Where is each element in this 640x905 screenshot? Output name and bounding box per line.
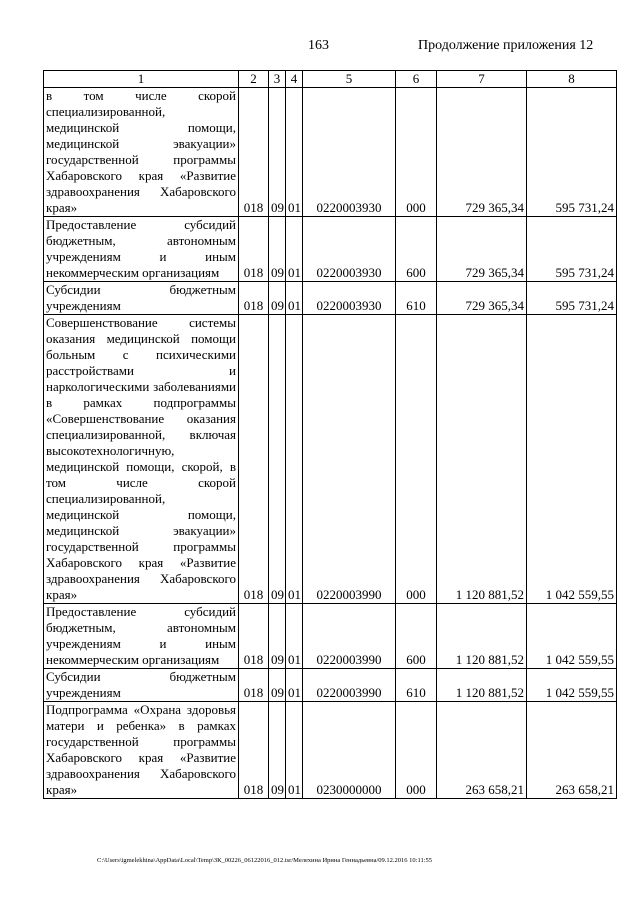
cell-subsection: 01 bbox=[286, 282, 303, 315]
cell-section: 09 bbox=[269, 604, 286, 669]
cell-subsection: 01 bbox=[286, 604, 303, 669]
continuation-caption: Продолжение приложения 12 bbox=[418, 38, 594, 53]
cell-amount-1: 1 120 881,52 bbox=[437, 315, 527, 604]
cell-section: 09 bbox=[269, 669, 286, 702]
table-row bbox=[44, 604, 617, 669]
document-footer-path: C:\Users\igmelekhina\AppData\Local\Temp\ЗК_00226_06122016_012.tsr/Мелехина Ирина Геннадьевна/09.12.2016 10:11:55 bbox=[97, 857, 433, 864]
cell-expense-type: 610 bbox=[396, 669, 437, 702]
column-header: 8 bbox=[527, 71, 617, 88]
cell-amount-1: 1 120 881,52 bbox=[437, 669, 527, 702]
cell-ministry-code: 018 bbox=[239, 282, 269, 315]
cell-target-article: 0220003930 bbox=[303, 88, 396, 217]
row-description: в том числе скорой специализированной, медицинской помощи, медицинской эвакуации» государственной программы Хабаровского края «Развитие здравоохранения Хабаровского края» bbox=[44, 88, 239, 217]
cell-target-article: 0230000000 bbox=[303, 702, 396, 799]
cell-target-article: 0220003930 bbox=[303, 282, 396, 315]
cell-ministry-code: 018 bbox=[239, 217, 269, 282]
cell-target-article: 0220003990 bbox=[303, 604, 396, 669]
table-row bbox=[44, 88, 617, 217]
cell-expense-type: 000 bbox=[396, 702, 437, 799]
cell-expense-type: 000 bbox=[396, 88, 437, 217]
column-header: 7 bbox=[437, 71, 527, 88]
cell-subsection: 01 bbox=[286, 315, 303, 604]
cell-amount-1: 729 365,34 bbox=[437, 282, 527, 315]
cell-target-article: 0220003990 bbox=[303, 669, 396, 702]
cell-amount-1: 729 365,34 bbox=[437, 217, 527, 282]
cell-ministry-code: 018 bbox=[239, 88, 269, 217]
column-header: 6 bbox=[396, 71, 437, 88]
cell-amount-2: 1 042 559,55 bbox=[527, 669, 617, 702]
cell-subsection: 01 bbox=[286, 702, 303, 799]
table-row bbox=[44, 282, 617, 315]
row-description: Предоставление субсидий бюджетным, автономным учреждениям и иным некоммерческим организациям bbox=[44, 217, 239, 282]
cell-amount-2: 263 658,21 bbox=[527, 702, 617, 799]
table-row bbox=[44, 669, 617, 702]
cell-amount-1: 263 658,21 bbox=[437, 702, 527, 799]
cell-expense-type: 600 bbox=[396, 604, 437, 669]
column-header: 3 bbox=[269, 71, 286, 88]
cell-section: 09 bbox=[269, 702, 286, 799]
cell-amount-2: 595 731,24 bbox=[527, 217, 617, 282]
cell-expense-type: 000 bbox=[396, 315, 437, 604]
cell-ministry-code: 018 bbox=[239, 604, 269, 669]
cell-amount-2: 1 042 559,55 bbox=[527, 604, 617, 669]
cell-section: 09 bbox=[269, 315, 286, 604]
cell-amount-1: 1 120 881,52 bbox=[437, 604, 527, 669]
column-header: 5 bbox=[303, 71, 396, 88]
row-description: Совершенствование системы оказания медицинской помощи больным с психическими расстройствами и наркологическими заболеваниями в рамках подпрограммы «Совершенствование оказания специализированной, включая высокотехнологичную, медицинской помощи, скорой, в том числе скорой специализированной, медицинской помощи, медицинской эвакуации» государственной программы Хабаровского края «Развитие здравоохранения Хабаровского края» bbox=[44, 315, 239, 604]
cell-amount-2: 595 731,24 bbox=[527, 282, 617, 315]
table-row bbox=[44, 315, 617, 604]
cell-expense-type: 600 bbox=[396, 217, 437, 282]
table-row bbox=[44, 702, 617, 799]
cell-section: 09 bbox=[269, 282, 286, 315]
column-header: 1 bbox=[44, 71, 239, 88]
column-header-row bbox=[44, 71, 617, 88]
cell-subsection: 01 bbox=[286, 88, 303, 217]
cell-target-article: 0220003990 bbox=[303, 315, 396, 604]
cell-section: 09 bbox=[269, 88, 286, 217]
cell-subsection: 01 bbox=[286, 217, 303, 282]
cell-expense-type: 610 bbox=[396, 282, 437, 315]
cell-amount-1: 729 365,34 bbox=[437, 88, 527, 217]
row-description: Подпрограмма «Охрана здоровья матери и ребенка» в рамках государственной программы Хабаровского края «Развитие здравоохранения Хабаровского края» bbox=[44, 702, 239, 799]
cell-ministry-code: 018 bbox=[239, 669, 269, 702]
column-header: 2 bbox=[239, 71, 269, 88]
column-header: 4 bbox=[286, 71, 303, 88]
cell-subsection: 01 bbox=[286, 669, 303, 702]
cell-ministry-code: 018 bbox=[239, 315, 269, 604]
cell-target-article: 0220003930 bbox=[303, 217, 396, 282]
table-row bbox=[44, 217, 617, 282]
cell-ministry-code: 018 bbox=[239, 702, 269, 799]
budget-table bbox=[43, 70, 617, 799]
row-description: Предоставление субсидий бюджетным, автономным учреждениям и иным некоммерческим организациям bbox=[44, 604, 239, 669]
cell-amount-2: 595 731,24 bbox=[527, 88, 617, 217]
cell-amount-2: 1 042 559,55 bbox=[527, 315, 617, 604]
page-number: 163 bbox=[308, 38, 329, 53]
row-description: Субсидии бюджетным учреждениям bbox=[44, 282, 239, 315]
cell-section: 09 bbox=[269, 217, 286, 282]
row-description: Субсидии бюджетным учреждениям bbox=[44, 669, 239, 702]
